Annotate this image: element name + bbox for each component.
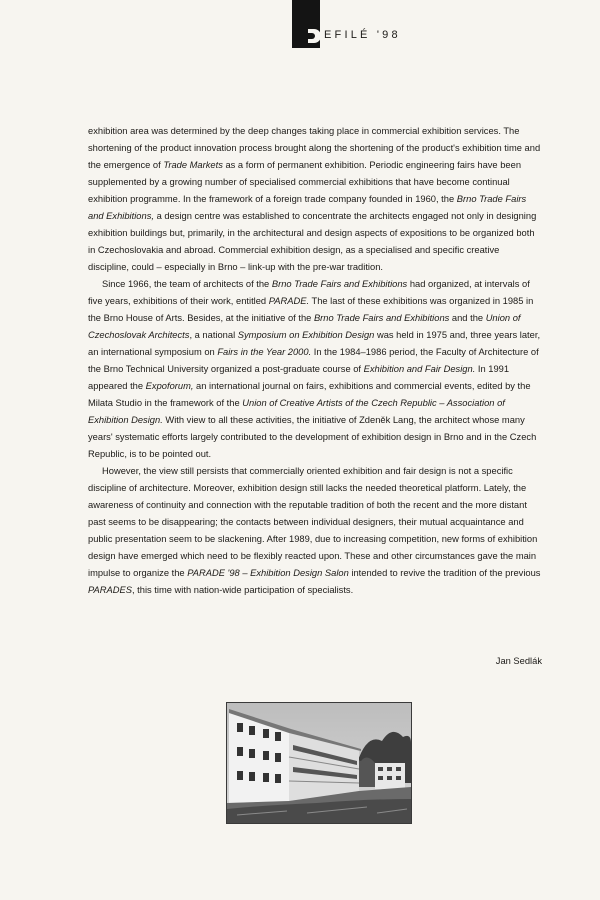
italic-text-run: Expoforum,: [145, 381, 194, 391]
text-run: and the: [449, 313, 486, 323]
paragraph-2: [88, 276, 542, 463]
italic-text-run: Union of Czechoslovak Architects: [88, 313, 521, 340]
building-photo: [226, 702, 412, 824]
paragraph-1: [88, 123, 542, 276]
logo-mark: [292, 0, 320, 48]
italic-text-run: PARADE '98 – Exhibition Design Salon: [187, 568, 349, 578]
logo-letter-d-shape: [308, 29, 321, 43]
italic-text-run: Symposium on Exhibition Design: [237, 330, 375, 340]
paragraph-3: [88, 463, 542, 599]
text-run: The last of these exhibitions was organized in 1985 in the Brno House of Arts. Besides, at the initiative of the: [88, 296, 534, 323]
text-run: , this time with nation-wide participation of specialists.: [131, 585, 354, 595]
text-run: With view to all these activities, the initiative of Zdeněk Lang, the architect whose many years' systematic efforts largely contributed to the development of exhibition design in Brno and in the Czech Republic, is to be pointed out.: [88, 415, 537, 459]
building-photo-graphic: [227, 703, 411, 823]
italic-text-run: Exhibition and Fair Design.: [363, 364, 476, 374]
author-signature: Jan Sedlák: [495, 656, 542, 666]
italic-text-run: Brno Trade Fairs and Exhibitions: [313, 313, 450, 323]
italic-text-run: Brno Trade Fairs and Exhibitions,: [88, 194, 527, 221]
italic-text-run: PARADES: [88, 585, 132, 595]
magazine-title: EFILÉ '98: [324, 29, 401, 41]
italic-text-run: Brno Trade Fairs and Exhibitions: [271, 279, 408, 289]
text-run: as a form of permanent exhibition. Periodic engineering fairs have been supplemented by a growing number of specialised commercial exhibitions that have become continual exhibition programme. In the framework of a foreign trade company founded in 1960, the: [88, 160, 522, 204]
text-run: In the 1984–1986 period, the Faculty of Architecture of the Brno Technical University organized a post-graduate course of: [88, 347, 539, 374]
text-run: In 1991 appeared the: [88, 364, 510, 391]
italic-text-run: PARADE.: [268, 296, 310, 306]
text-run: However, the view still persists that commercially oriented exhibition and fair design is not a specific discipline of architecture. Moreover, exhibition design still lacks the needed theoretical platform. Lately, the awareness of continuity and connection with the reputable tradition of both the recent and the more distant past seems to be disappearing; the contacts between individual designers, their mutual acquaintance and public presentation seem to be slackening. After 1989, due to increasing competition, new forms of exhibition design have emerged which need to be flexibly reacted upon. These and other circumstances gave the main impulse to organize the: [88, 466, 538, 578]
italic-text-run: Trade Markets: [163, 160, 223, 170]
text-run: a design centre was established to concentrate the architects engaged not only in designing exhibition buildings but, primarily, in the architectural and design aspects of expositions to be organized both in Czechoslovakia and abroad. Commercial exhibition design, as a specialised and specific creative discipline, could – especially in Brno – link-up with the pre-war tradition.: [88, 211, 537, 272]
text-run: exhibition area was determined by the deep changes taking place in commercial exhibition services. The shortening of the product innovation process brought along the shortening of the product's exhibition time and the emergence of: [88, 126, 541, 170]
text-run: Since 1966, the team of architects of the: [102, 279, 272, 289]
italic-text-run: Fairs in the Year 2000.: [217, 347, 312, 357]
text-run: , a national: [189, 330, 238, 340]
italic-text-run: Union of Creative Artists of the Czech Republic – Association of Exhibition Design.: [88, 398, 505, 425]
text-run: an international journal on fairs, exhibitions and commercial events, edited by the Milata Studio in the framework of the: [88, 381, 531, 408]
article-body: [88, 123, 542, 599]
text-run: intended to revive the tradition of the previous: [348, 568, 541, 578]
text-run: was held in 1975 and, three years later, an international symposium on: [88, 330, 541, 357]
page-header: [0, 0, 600, 60]
text-run: had organized, at intervals of five years, exhibitions of their work, entitled: [88, 279, 530, 306]
